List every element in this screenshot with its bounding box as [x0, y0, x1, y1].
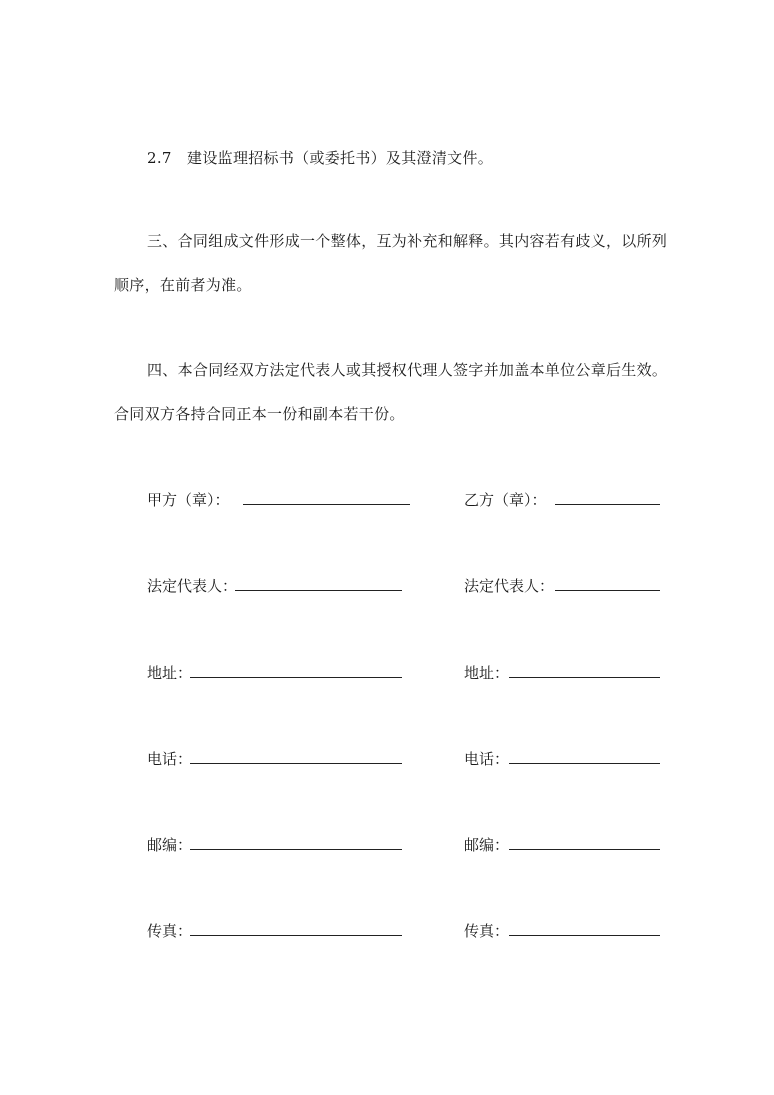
party-b-seal-label: 乙方（章）：: [464, 491, 547, 509]
party-a-legal-rep-label: 法定代表人：: [147, 577, 238, 595]
party-b-fax-field[interactable]: [509, 935, 660, 936]
party-a-legal-rep-field[interactable]: [235, 590, 402, 591]
clause-3-line-2: 顺序，在前者为准。: [114, 276, 252, 294]
party-b-postcode-label: 邮编：: [464, 836, 510, 854]
clause-4-line-1: 四、本合同经双方法定代表人或其授权代理人签字并加盖本单位公章后生效。: [147, 361, 668, 379]
party-b-postcode-field[interactable]: [509, 849, 660, 850]
party-b-address-label: 地址：: [464, 664, 510, 682]
party-a-fax-field[interactable]: [190, 935, 402, 936]
party-a-postcode-field[interactable]: [190, 849, 402, 850]
party-a-postcode-label: 邮编：: [147, 836, 193, 854]
clause-3-line-1: 三、合同组成文件形成一个整体，互为补充和解释。其内容若有歧义，以所列: [147, 232, 668, 250]
party-a-phone-field[interactable]: [190, 763, 402, 764]
clause-2-7: 2.7 建设监理招标书（或委托书）及其澄清文件。: [147, 149, 494, 167]
clause-4-line-2: 合同双方各持合同正本一份和副本若干份。: [114, 405, 405, 423]
party-a-address-field[interactable]: [190, 677, 402, 678]
party-a-seal-field[interactable]: [243, 504, 410, 505]
party-a-phone-label: 电话：: [147, 750, 193, 768]
party-b-legal-rep-field[interactable]: [555, 590, 660, 591]
party-a-fax-label: 传真：: [147, 922, 193, 940]
party-a-seal-label: 甲方（章）：: [147, 491, 230, 509]
party-b-phone-field[interactable]: [509, 763, 660, 764]
party-b-seal-field[interactable]: [555, 504, 660, 505]
party-a-address-label: 地址：: [147, 664, 193, 682]
party-b-address-field[interactable]: [509, 677, 660, 678]
party-b-legal-rep-label: 法定代表人：: [464, 577, 555, 595]
party-b-phone-label: 电话：: [464, 750, 510, 768]
party-b-fax-label: 传真：: [464, 922, 510, 940]
